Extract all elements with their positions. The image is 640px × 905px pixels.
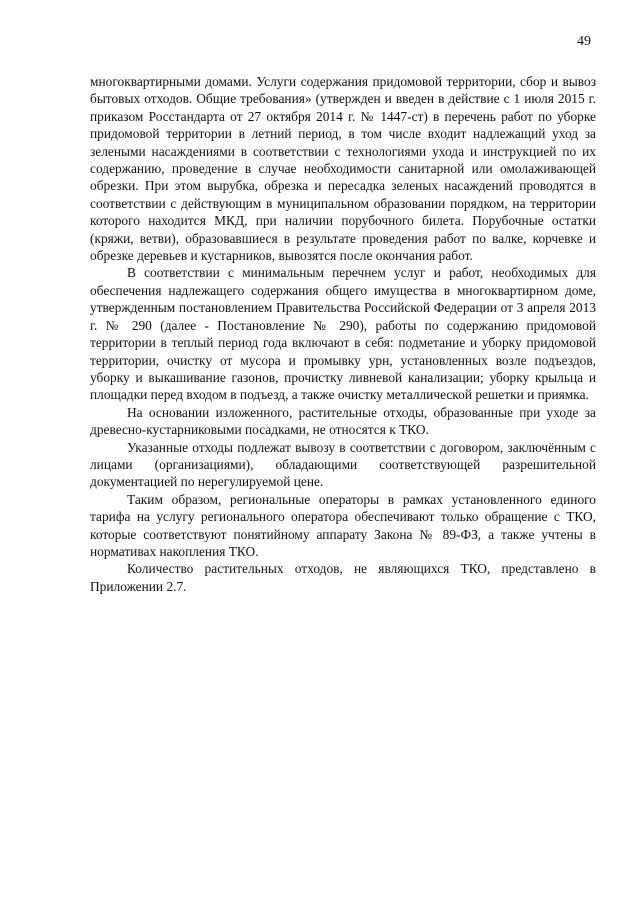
page-number: 49 <box>577 34 591 49</box>
paragraph-continuation: многоквартирными домами. Услуги содержания придомовой территории, сбор и вывоз бытовых отходов. Общие требования» (утвержден и введен в действие с 1 июля 2015 г. приказом Росстандарта от 27 октября 2014 г. № 1447-ст) в перечень работ по уборке придомовой территории в летний период, в том числе входит надлежащий уход за зелеными насаждениями в соответствии с технологиями ухода и инструкцией по их содержанию, проведение в случае необходимости санитарной или омолаживающей обрезки. При этом вырубка, обрезка и пересадка зеленых насаждений проводятся в соответствии с действующим в муниципальном образовании порядком, на территории которого находится МКД, при наличии порубочного билета. Порубочные остатки (кряжи, ветви), образовавшиеся в результате проведения работ по валке, корчевке и обрезке деревьев и кустарников, вывозятся после окончания работ. <box>90 74 596 264</box>
paragraph-conclusion: На основании изложенного, растительные отходы, образованные при уходе за древесно-кустарниковыми посадками, не относятся к ТКО. <box>90 404 596 438</box>
paragraph-appendix-ref: Количество растительных отходов, не являющихся ТКО, представлено в Приложении 2.7. <box>90 561 596 594</box>
document-body <box>90 73 596 595</box>
paragraph-removal: Указанные отходы подлежат вывозу в соответствии с договором, заключённым с лицами (организациями), обладающими соответствующей разрешительной документацией по нерегулируемой цене. <box>90 439 596 490</box>
paragraph-minimal-list: В соответствии с минимальным перечнем услуг и работ, необходимых для обеспечения надлежащего содержания общего имущества в многоквартирном доме, утвержденным постановлением Правительства Российской Федерации от 3 апреля 2013 г. № 290 (далее - Постановление № 290), работы по содержанию придомовой территории в теплый период года включают в себя: подметание и уборку придомовой территории, очистку от мусора и промывку урн, установленных возле подъездов, уборку и выкашивание газонов, прочистку ливневой канализации; уборку крыльца и площадки перед входом в подъезд, а также очистку металлической решетки и приямка. <box>90 265 596 403</box>
paragraph-operators: Таким образом, региональные операторы в рамках установленного единого тарифа на услугу регионального оператора обеспечивают только обращение с ТКО, которые соответствуют понятийному аппарату Закона № 89-ФЗ, а также учтены в нормативах накопления ТКО. <box>90 491 596 559</box>
